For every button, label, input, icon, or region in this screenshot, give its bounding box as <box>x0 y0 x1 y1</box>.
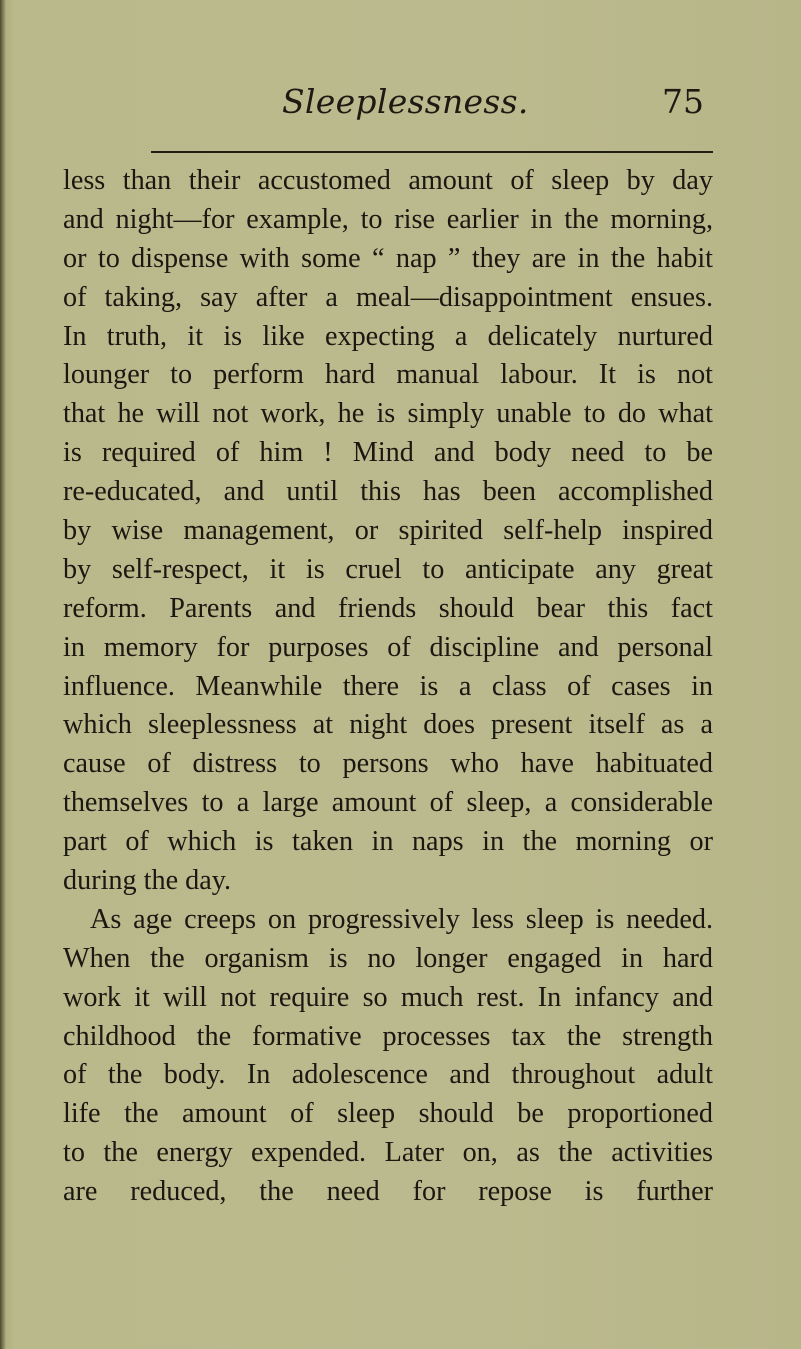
text-line: or to dispense with some “ nap ” they are in the habit <box>63 242 713 274</box>
text-line: and night—for example, to rise earlier in the morning, <box>63 203 713 235</box>
running-head: Sleeplessness. <box>282 82 529 121</box>
text-line: When the organism is no longer engaged in hard <box>63 942 713 974</box>
body-text <box>63 162 713 1212</box>
page-edge-shadow <box>0 0 6 1349</box>
text-line: is required of him ! Mind and body need to be <box>63 437 713 469</box>
text-line: work it will not require so much rest. In infancy and <box>63 981 713 1013</box>
text-line: part of which is taken in naps in the morning or <box>63 826 713 858</box>
text-line: influence. Meanwhile there is a class of cases in <box>63 670 713 702</box>
text-line: lounger to perform hard manual labour. It is not <box>63 359 713 391</box>
text-line: cause of distress to persons who have habituated <box>63 748 713 780</box>
text-line: by wise management, or spirited self-help inspired <box>63 515 713 547</box>
text-line: reform. Parents and friends should bear this fact <box>63 592 713 624</box>
page-header <box>0 82 801 132</box>
paragraph-start-line: As age creeps on progressively less sleep is needed. <box>90 903 713 935</box>
text-line: in memory for purposes of discipline and personal <box>63 631 713 663</box>
text-line: childhood the formative processes tax the strength <box>63 1020 713 1052</box>
text-line: In truth, it is like expecting a delicately nurtured <box>63 320 713 352</box>
text-line: themselves to a large amount of sleep, a considerable <box>63 787 713 819</box>
paragraph-end-line: during the day. <box>63 865 232 897</box>
text-line: re-educated, and until this has been accomplished <box>63 476 713 508</box>
page-number: 75 <box>662 82 704 121</box>
text-line: life the amount of sleep should be proportioned <box>63 1098 713 1130</box>
text-line: are reduced, the need for repose is further <box>63 1176 713 1208</box>
text-line: of taking, say after a meal—disappointment ensues. <box>63 281 713 313</box>
text-line: that he will not work, he is simply unable to do what <box>63 398 713 430</box>
text-line: which sleeplessness at night does present itself as a <box>63 709 713 741</box>
text-line: less than their accustomed amount of sleep by day <box>63 165 713 196</box>
header-rule <box>151 151 713 153</box>
text-line: by self-respect, it is cruel to anticipate any great <box>63 553 713 585</box>
text-line: to the energy expended. Later on, as the activities <box>63 1137 713 1169</box>
text-line: of the body. In adolescence and throughout adult <box>63 1059 713 1091</box>
